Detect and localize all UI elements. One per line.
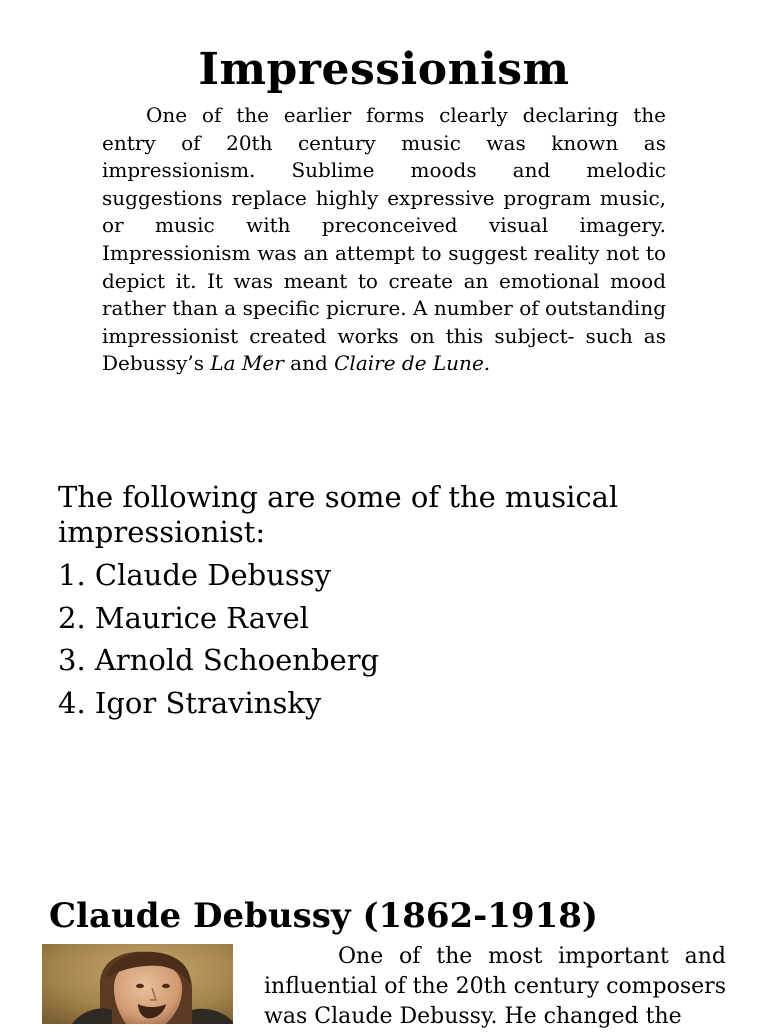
list-heading: The following are some of the musical impressionist: bbox=[58, 480, 619, 549]
intro-paragraph bbox=[102, 102, 666, 378]
list-item: 1. Claude Debussy bbox=[58, 558, 332, 592]
debussy-bio-paragraph bbox=[264, 942, 726, 1032]
impressionist-list bbox=[58, 480, 698, 724]
debussy-portrait-image bbox=[42, 944, 233, 1024]
intro-connector: and bbox=[283, 351, 335, 376]
list-item: 3. Arnold Schoenberg bbox=[58, 643, 380, 677]
section-heading-debussy: Claude Debussy (1862-1918) bbox=[49, 896, 598, 936]
work-title-claire-de-lune: Claire de Lune. bbox=[334, 351, 491, 376]
intro-text: One of the earlier forms clearly declaring the entry of 20th century music was known as impressionism. Sublime moods and melodic suggestions replace highly expressive program music, or music with preconceived visual imagery. Impressionism was an attempt to suggest reality not to depict it. It was meant to create an emotional mood rather than a specific picrure. A number of outstanding impressionist created works on this subject- such as Debussy’s bbox=[102, 103, 666, 376]
bio-text: One of the most important and influential of the 20th century composers was Claude Debussy. He changed the bbox=[264, 944, 726, 1029]
list-item: 4. Igor Stravinsky bbox=[58, 685, 322, 720]
list-item: 2. Maurice Ravel bbox=[58, 600, 309, 635]
page-title: Impressionism bbox=[198, 44, 570, 95]
portrait-photo-icon bbox=[42, 944, 233, 1024]
work-title-la-mer: La Mer bbox=[210, 351, 284, 376]
